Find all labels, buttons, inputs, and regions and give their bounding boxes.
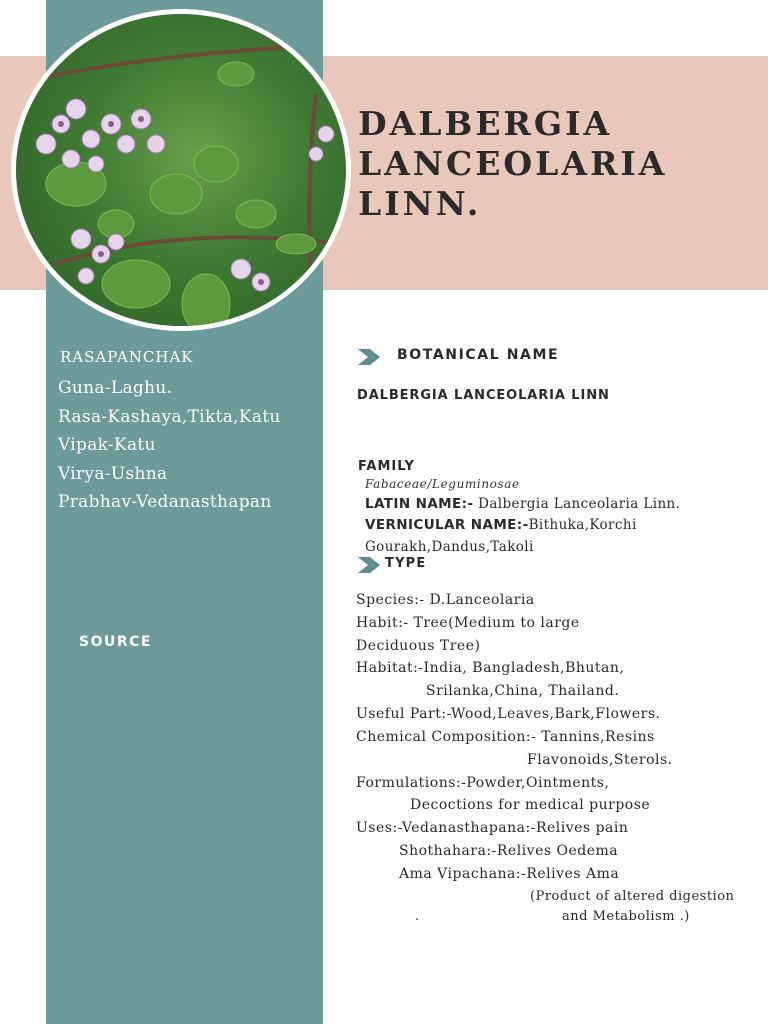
- rasapanchak-heading: RASAPANCHAK: [60, 348, 194, 366]
- list-item: Virya-Ushna: [58, 463, 168, 484]
- type-line: Uses:-Vedanasthapana:-Relives pain: [356, 820, 629, 836]
- family-heading: FAMILY: [358, 459, 415, 474]
- type-line: Deciduous Tree): [356, 638, 481, 654]
- type-line: Useful Part:-Wood,Leaves,Bark,Flowers.: [356, 706, 661, 722]
- family-value: Fabaceae/Leguminosae: [365, 477, 520, 491]
- list-item: Rasa-Kashaya,Tikta,Katu: [58, 406, 281, 427]
- type-line: Flavonoids,Sterols.: [527, 752, 673, 768]
- type-line: and Metabolism .): [562, 909, 690, 924]
- page-title: [358, 104, 667, 224]
- vernicular-name-label: VERNICULAR NAME:-: [365, 517, 529, 533]
- type-line: Srilanka,China, Thailand.: [426, 683, 620, 699]
- source-label: SOURCE: [79, 634, 152, 650]
- latin-name-row: [365, 496, 680, 512]
- vernicular-name-value: Bithuka,Korchi: [528, 517, 637, 533]
- type-line: .: [415, 909, 420, 924]
- latin-name-label: LATIN NAME:-: [365, 496, 474, 512]
- rasapanchak-list: [58, 374, 281, 517]
- botanical-name-heading: BOTANICAL NAME: [397, 347, 560, 363]
- title-line: DALBERGIA: [358, 104, 613, 143]
- title-line: LINN.: [358, 184, 482, 223]
- type-line: Ama Vipachana:-Relives Ama: [399, 866, 620, 882]
- type-line: Decoctions for medical purpose: [410, 797, 651, 813]
- vernicular-name-row: [365, 517, 637, 533]
- chevron-right-icon: [358, 349, 384, 365]
- title-line: LANCEOLARIA: [358, 144, 668, 183]
- latin-name-value: Dalbergia Lanceolaria Linn.: [473, 496, 681, 512]
- type-line: Formulations:-Powder,Ointments,: [356, 775, 610, 791]
- plant-photo: [16, 14, 346, 326]
- type-line: Species:- D.Lanceolaria: [356, 592, 535, 608]
- type-line: Habit:- Tree(Medium to large: [356, 615, 580, 631]
- chevron-right-icon: [358, 557, 384, 573]
- list-item: Prabhav-Vedanasthapan: [58, 492, 272, 512]
- list-item: Vipak-Katu: [58, 435, 156, 455]
- type-line: Habitat:-India, Bangladesh,Bhutan,: [356, 660, 625, 676]
- type-line: (Product of altered digestion: [530, 889, 735, 904]
- botanical-name-value: DALBERGIA LANCEOLARIA LINN: [357, 388, 610, 403]
- list-item: Guna-Laghu.: [58, 378, 173, 398]
- vernicular-name-continuation: Gourakh,Dandus,Takoli: [365, 539, 534, 555]
- type-line: Shothahara:-Relives Oedema: [399, 843, 619, 859]
- type-heading: TYPE: [385, 556, 427, 571]
- type-line: Chemical Composition:- Tannins,Resins: [356, 729, 655, 745]
